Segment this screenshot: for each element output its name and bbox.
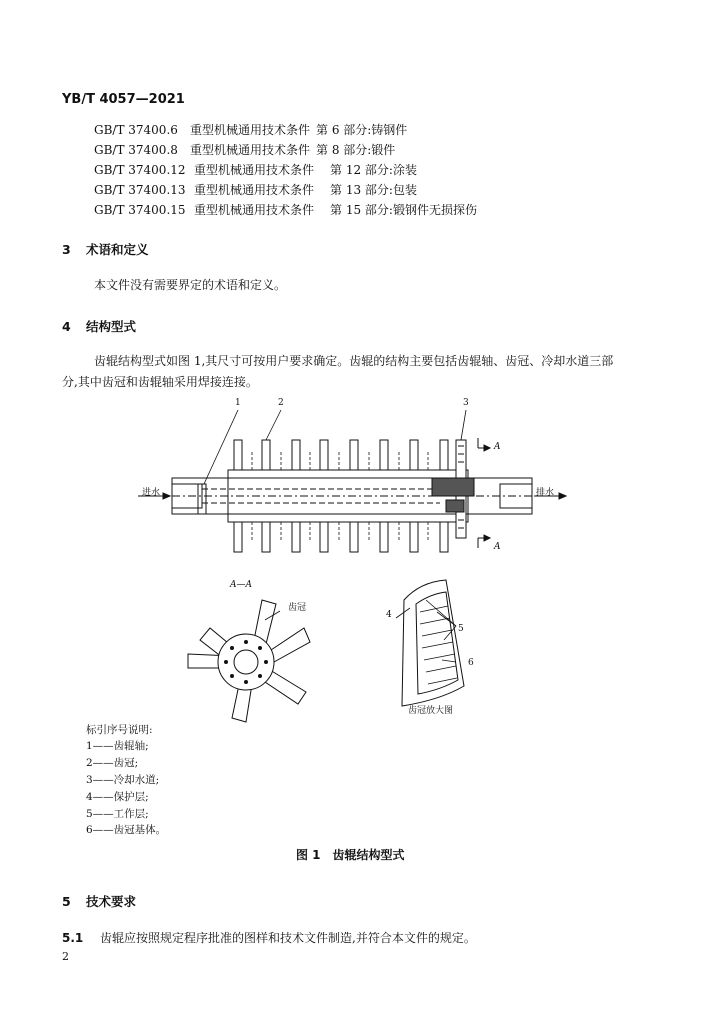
- section-aa-label: A—A: [230, 580, 252, 590]
- reference-code: GB/T 37400.6: [94, 123, 178, 137]
- section-3-text: 本文件没有需要界定的术语和定义。: [94, 278, 287, 292]
- legend-item: 1——齿辊轴;: [86, 740, 149, 752]
- callout-6: 6: [468, 658, 474, 668]
- outlet-label: 排水: [536, 488, 555, 498]
- section-mark-top: A: [494, 442, 501, 452]
- reference-part: 第 8 部分:锻件: [316, 143, 396, 157]
- reference-part: 第 15 部分:锻钢件无损探伤: [330, 203, 477, 217]
- section-5-heading: [62, 892, 136, 910]
- crown-label: 齿冠: [288, 603, 307, 613]
- section-4-line1: 齿辊结构型式如图 1,其尺寸可按用户要求确定。齿辊的结构主要包括齿辊轴、齿冠、冷却水道三部: [94, 354, 614, 368]
- reference-item: [94, 201, 477, 218]
- inlet-label: 进水: [142, 488, 161, 498]
- reference-title: 重型机械通用技术条件: [190, 123, 311, 137]
- figure-title: 图 1 齿辊结构型式: [296, 848, 405, 862]
- reference-code: GB/T 37400.13: [94, 183, 186, 197]
- section-aa-view: [188, 600, 310, 722]
- reference-title: 重型机械通用技术条件: [190, 143, 311, 157]
- reference-item: [94, 121, 407, 138]
- reference-item: [94, 141, 395, 158]
- section-number: 5: [62, 894, 71, 909]
- section-title: 术语和定义: [86, 242, 149, 257]
- section-3-heading: [62, 240, 149, 258]
- clause-text: 齿辊应按照规定程序批准的图样和技术文件制造,并符合本文件的规定。: [100, 931, 476, 945]
- reference-item: [94, 181, 417, 198]
- reference-code: GB/T 37400.8: [94, 143, 178, 157]
- reference-part: 第 6 部分:铸钢件: [316, 123, 408, 137]
- callout-2: 2: [278, 398, 284, 408]
- callout-3: 3: [463, 398, 469, 408]
- legend-item: 6——齿冠基体。: [86, 824, 167, 836]
- callout-2-leader: [266, 410, 281, 440]
- section-title: 结构型式: [86, 319, 137, 334]
- reference-part: 第 13 部分:包装: [330, 183, 417, 197]
- section-number: 4: [62, 319, 71, 334]
- zoom-caption: 齿冠放大图: [408, 706, 454, 716]
- section-title: 技术要求: [86, 894, 137, 909]
- section-number: 3: [62, 242, 71, 257]
- section-4-heading: [62, 317, 136, 335]
- standard-number: YB/T 4057—2021: [62, 92, 185, 107]
- page-number: 2: [62, 950, 69, 963]
- legend-item: 5——工作层;: [86, 808, 149, 820]
- section-mark-bottom: A: [494, 542, 501, 552]
- reference-item: [94, 161, 417, 178]
- clause-5-1: [62, 929, 476, 946]
- legend-title: 标引序号说明:: [86, 724, 153, 736]
- legend-item: 2——齿冠;: [86, 757, 139, 769]
- section-4-line2: 分,其中齿冠和齿辊轴采用焊接连接。: [62, 375, 258, 389]
- callout-1-leader: [204, 410, 238, 484]
- callout-3-leader: [461, 410, 466, 440]
- legend-item: 3——冷却水道;: [86, 774, 160, 786]
- roller-drawing: [0, 390, 724, 730]
- callout-1: 1: [235, 398, 241, 408]
- reference-title: 重型机械通用技术条件: [194, 203, 315, 217]
- callout-5: 5: [458, 624, 464, 634]
- reference-code: GB/T 37400.15: [94, 203, 186, 217]
- reference-code: GB/T 37400.12: [94, 163, 186, 177]
- crown-zoom-view: [402, 580, 464, 706]
- legend-item: 4——保护层;: [86, 791, 149, 803]
- clause-number: 5.1: [62, 931, 84, 945]
- callout-4: 4: [386, 610, 392, 620]
- reference-title: 重型机械通用技术条件: [194, 183, 315, 197]
- reference-title: 重型机械通用技术条件: [194, 163, 315, 177]
- reference-part: 第 12 部分:涂装: [330, 163, 417, 177]
